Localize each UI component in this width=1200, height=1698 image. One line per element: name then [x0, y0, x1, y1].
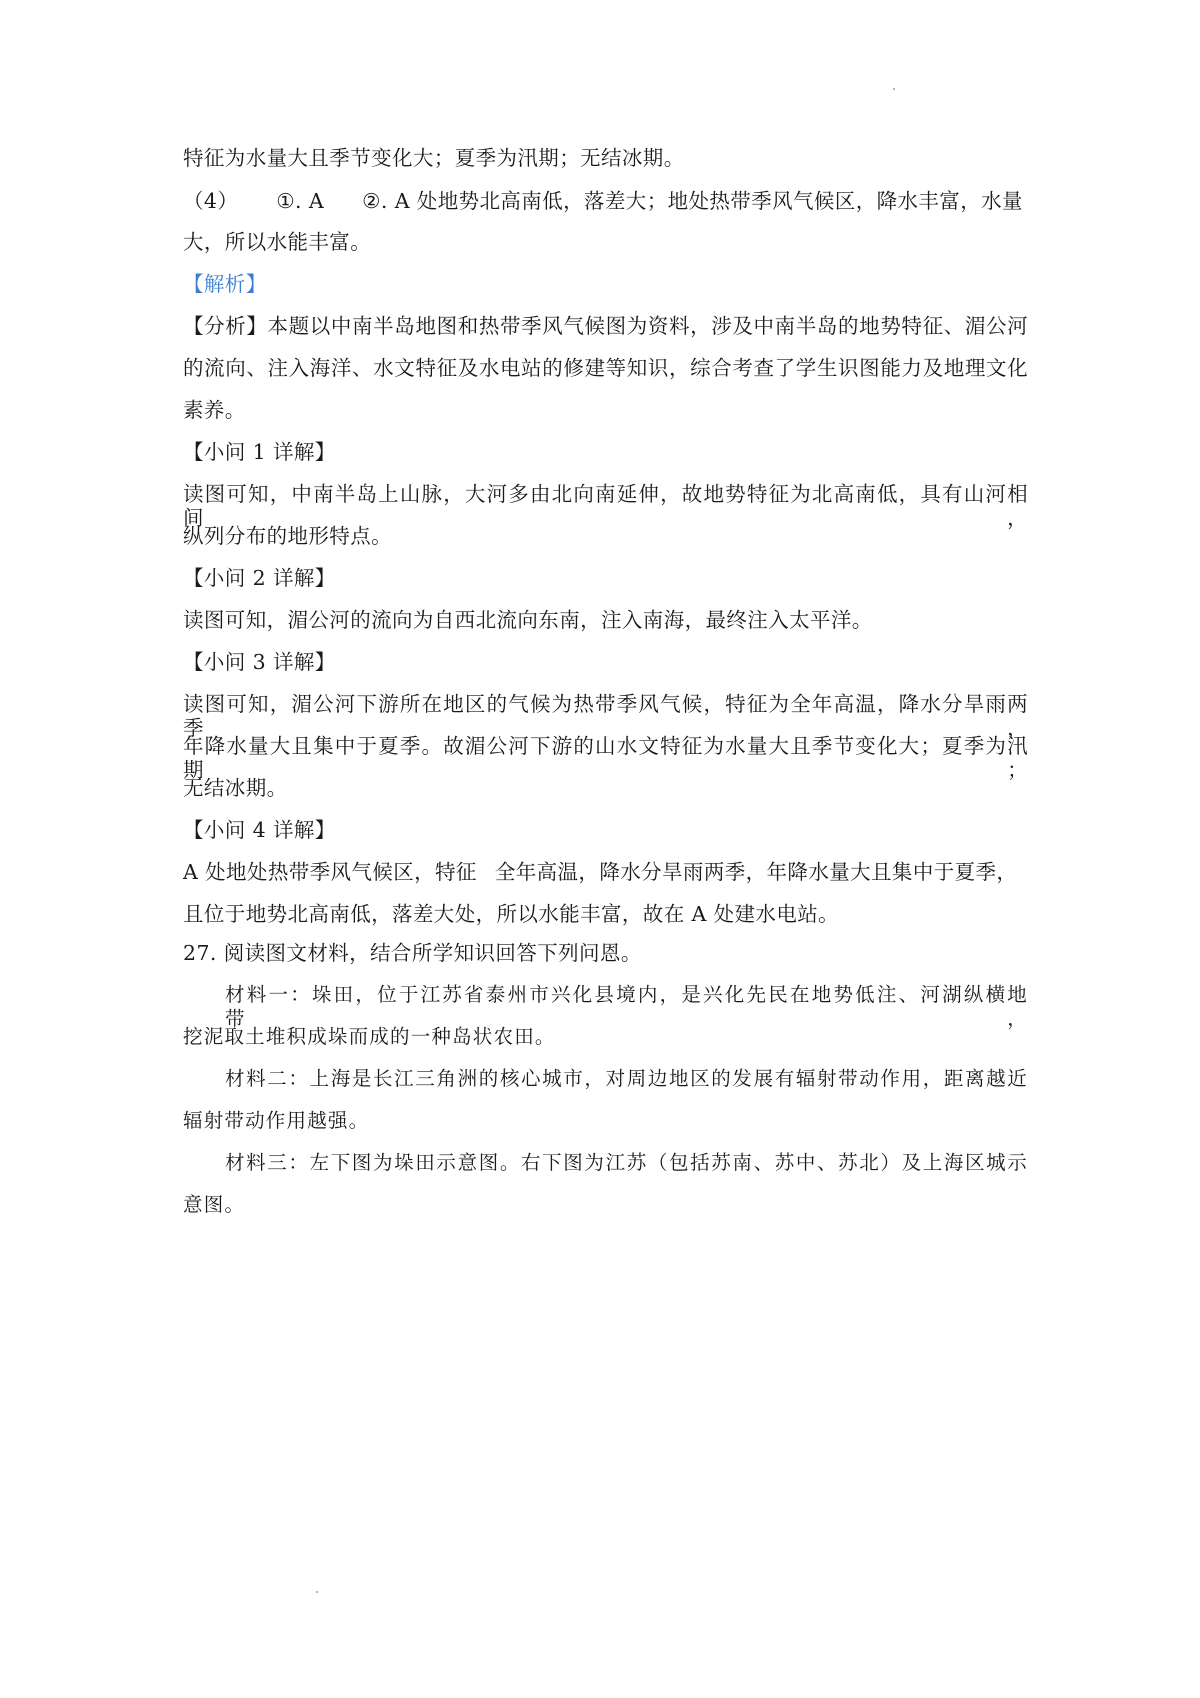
subquestion-4-part-b: 全年高温，降水分旱雨两季，年降水量大且集中于夏季， [494, 860, 1018, 884]
subquestion-1-heading: 【小问 1 详解】 [183, 440, 336, 464]
subquestion-4-line-1 [183, 860, 1028, 884]
subquestion-4-line-2: 且位于地势北高南低，落差大处，所以水能丰富，故在 A 处建水电站。 [183, 902, 840, 926]
scan-dot-top [893, 88, 895, 90]
subquestion-1-line-2: 纵列分布的地形特点。 [183, 524, 392, 548]
material-2-line-2: 辐射带动作用越强。 [183, 1109, 370, 1132]
scan-dot-bottom [316, 1591, 318, 1593]
answer-line-2 [183, 189, 1028, 213]
question-27-prompt: 27. 阅读图文材料，结合所学知识回答下列问恩。 [183, 941, 642, 965]
subquestion-1-line-1: 读图可知，中南半岛上山脉，大河多由北向南延伸，故地势特征为北高南低，具有山河相间， [183, 482, 1028, 530]
material-1-line-1: 材料一：垛田，位于江苏省泰州市兴化县境内，是兴化先民在地势低注、河湖纵横地带， [225, 983, 1028, 1030]
material-1-line-2: 挖泥取土堆积成垛而成的一种岛状农田。 [183, 1025, 556, 1048]
analysis-line-1: 【分析】本题以中南半岛地图和热带季风气候图为资料，涉及中南半岛的地势特征、湄公河 [183, 314, 1028, 338]
material-2-line-1: 材料二：上海是长江三角洲的核心城市，对周边地区的发展有辐射带动作用，距离越近 [225, 1067, 1028, 1090]
analysis-line-3: 素养。 [183, 398, 246, 422]
answer-part-a: ①. A [276, 189, 325, 213]
material-3-line-1: 材料三：左下图为垛田示意图。右下图为江苏（包括苏南、苏中、苏北）及上海区城示 [225, 1151, 1028, 1174]
answer-part-b: ②. A 处地势北高南低，落差大；地处热带季风气候区，降水丰富，水量 [362, 189, 1023, 213]
analysis-heading: 【解析】 [183, 272, 267, 296]
subquestion-3-line-1: 读图可知，湄公河下游所在地区的气候为热带季风气候，特征为全年高温，降水分旱雨两季， [183, 692, 1028, 740]
subquestion-4-heading: 【小问 4 详解】 [183, 818, 336, 842]
subquestion-4-part-a: A 处地处热带季风气候区，特征 [183, 860, 477, 884]
material-3-line-2: 意图。 [183, 1193, 246, 1216]
answer-line-3: 大，所以水能丰富。 [183, 230, 372, 254]
subquestion-2-line-1: 读图可知，湄公河的流向为自西北流向东南，注入南海，最终注入太平洋。 [183, 608, 873, 632]
question-number: （4） [183, 189, 239, 213]
answer-line-1: 特征为水量大且季节变化大；夏季为汛期；无结冰期。 [183, 146, 685, 170]
analysis-line-2: 的流向、注入海洋、水文特征及水电站的修建等知识，综合考查了学生识图能力及地理文化 [183, 356, 1028, 380]
subquestion-3-line-2: 年降水量大且集中于夏季。故湄公河下游的山水文特征为水量大且季节变化大；夏季为汛期； [183, 734, 1028, 782]
subquestion-2-heading: 【小问 2 详解】 [183, 566, 336, 590]
subquestion-3-line-3: 无结冰期。 [183, 776, 288, 800]
subquestion-3-heading: 【小问 3 详解】 [183, 650, 336, 674]
